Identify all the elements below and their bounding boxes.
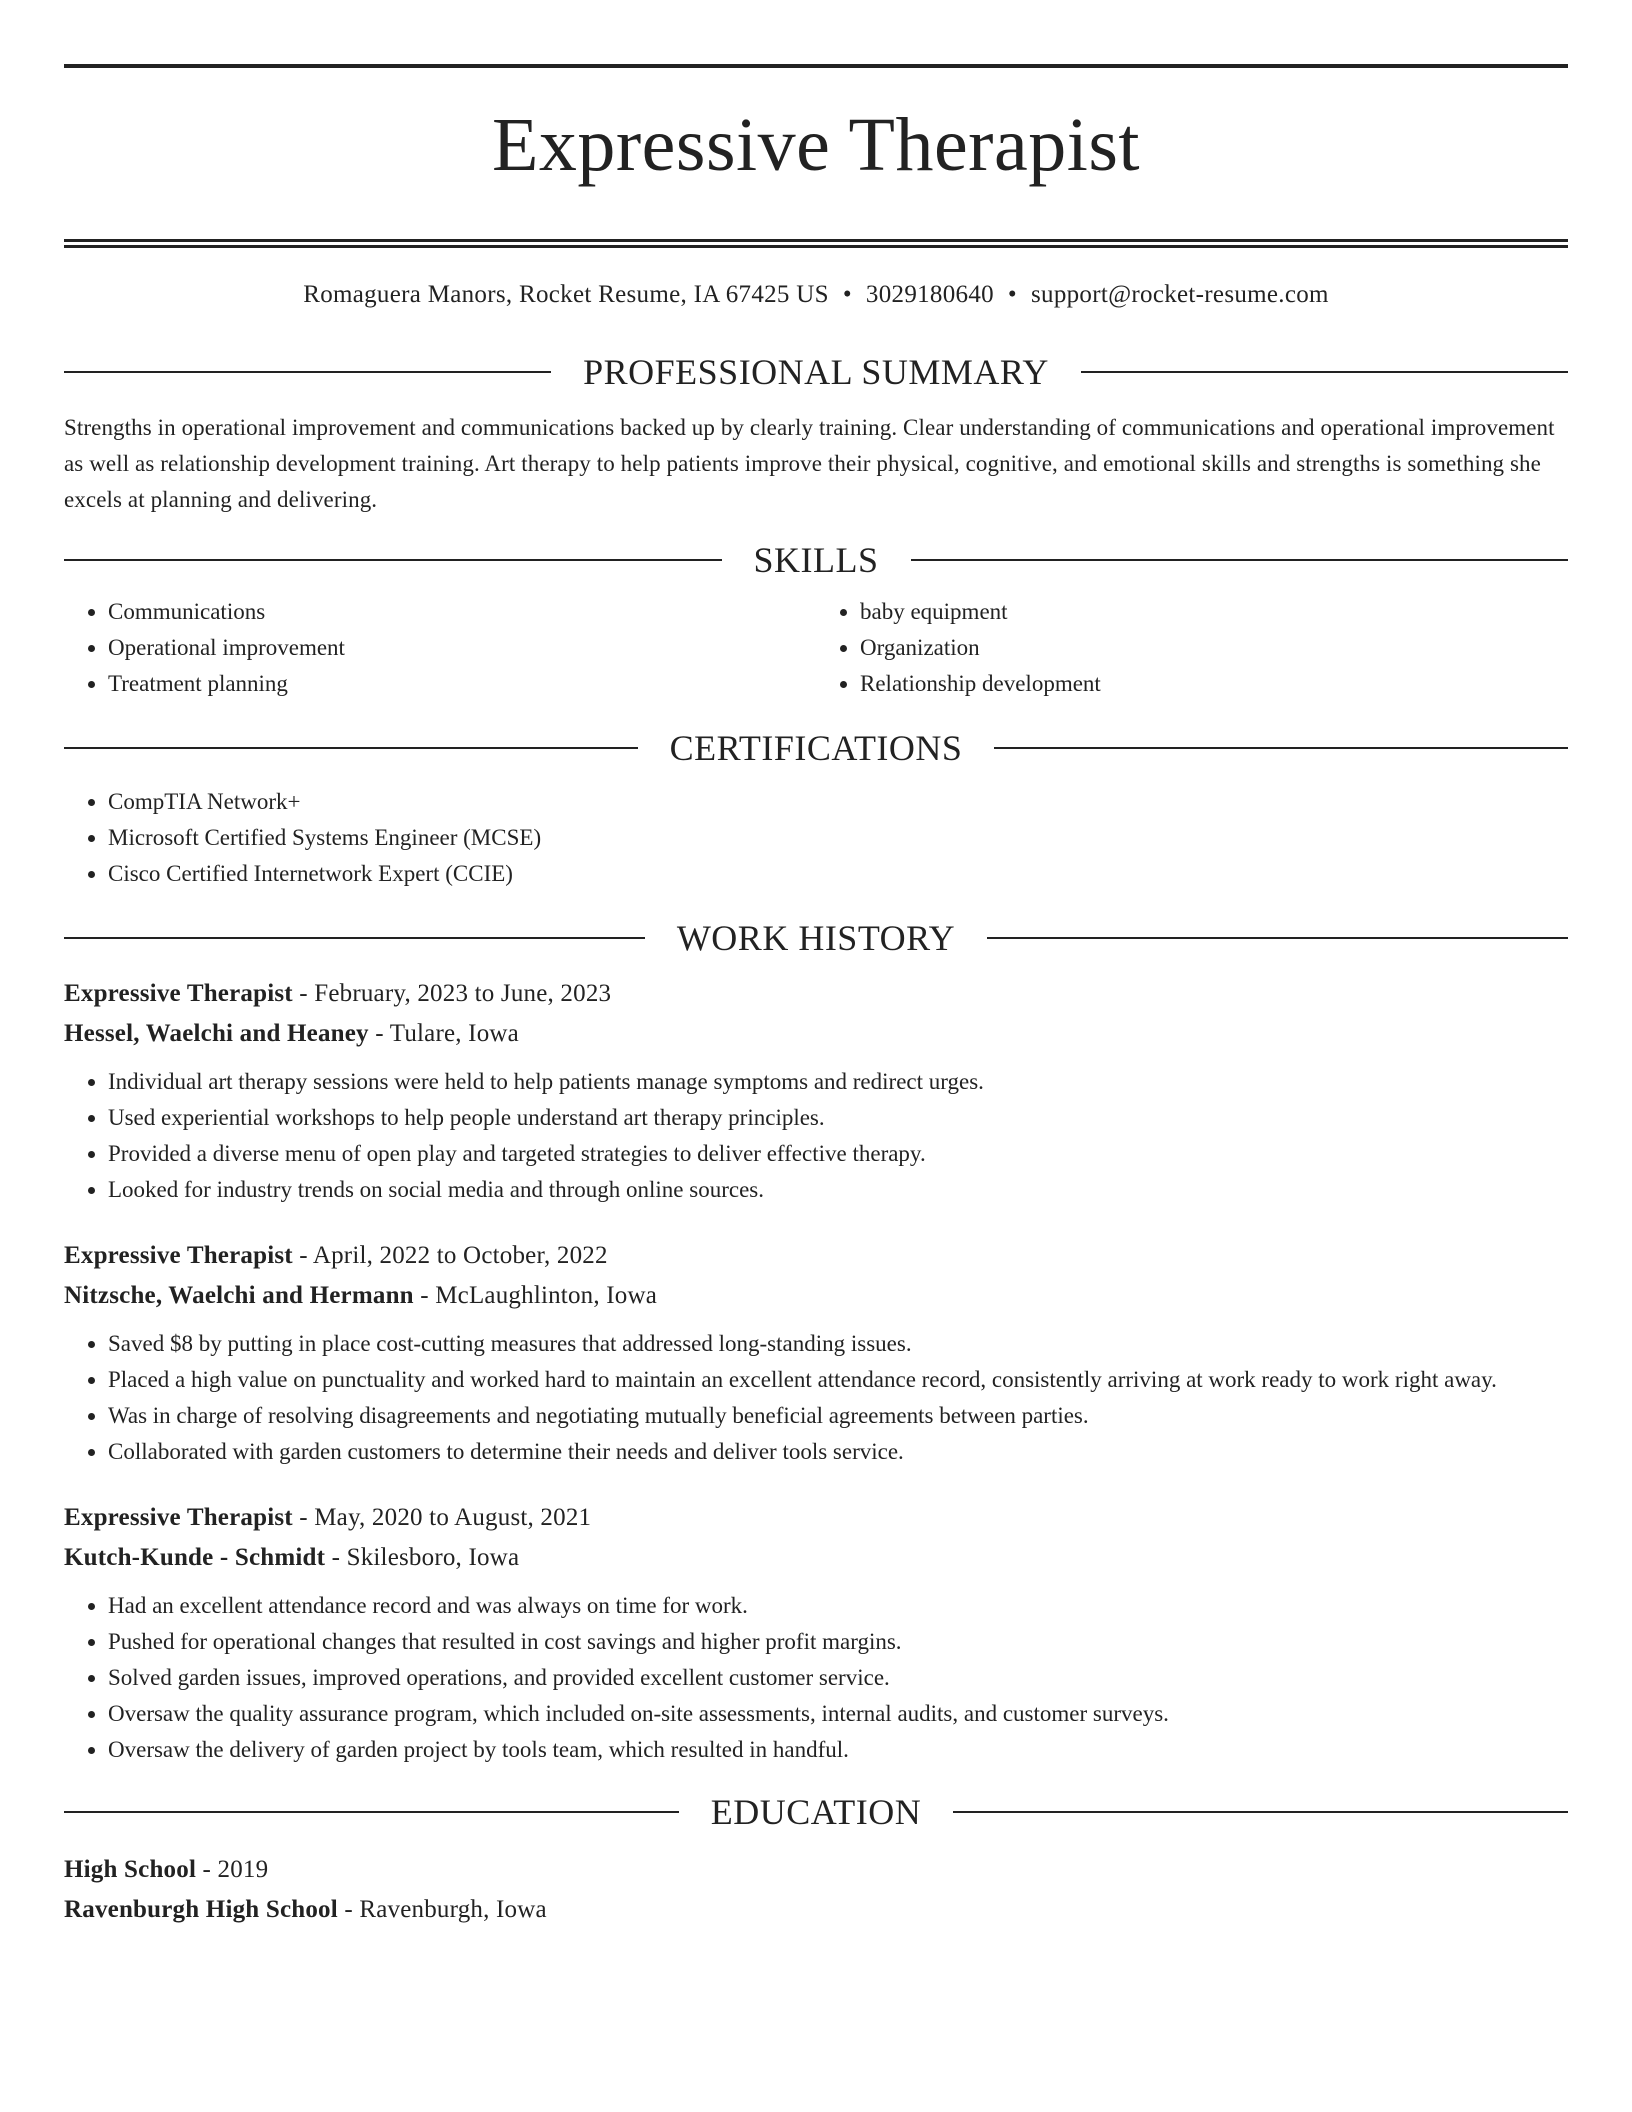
job-bullet: • Provided a diverse menu of open play and targeted strategies to deliver effective therapy.: [108, 1136, 1568, 1172]
section-rule: [994, 747, 1568, 749]
job-entry: [64, 1498, 1568, 1768]
education-entry: [64, 1850, 1568, 1930]
job-company: Hessel, Waelchi and Heaney: [64, 1020, 369, 1047]
section-rule: [911, 559, 1569, 561]
job-bullet: • Had an excellent attendance record and was always on time for work.: [108, 1588, 1568, 1624]
section-rule: [64, 1811, 679, 1813]
education-school-line: [64, 1890, 1568, 1930]
education-year: - 2019: [196, 1856, 269, 1883]
section-title-education: EDUCATION: [710, 1792, 922, 1832]
section-rule: [64, 937, 645, 939]
resume-name: Expressive Therapist: [491, 103, 1141, 187]
job-bullet: • Individual art therapy sessions were held to help patients manage symptoms and redirect urges.: [108, 1064, 1568, 1100]
section-rule: [64, 371, 551, 373]
header-double-rule: [64, 239, 1568, 248]
job-title-line: [64, 1498, 1568, 1538]
job-bullet: • Oversaw the quality assurance program, which included on-site assessments, internal audits, and customer surveys.: [108, 1696, 1568, 1732]
education-degree-line: [64, 1850, 1568, 1890]
job-title: Expressive Therapist: [64, 1504, 293, 1531]
contact-email: support@rocket-resume.com: [1030, 281, 1329, 308]
section-rule: [953, 1811, 1568, 1813]
skill-item: • Communications: [108, 594, 816, 630]
job-entry: [64, 974, 1568, 1208]
job-dates: - February, 2023 to June, 2023: [292, 980, 612, 1007]
job-location: - Skilesboro, Iowa: [325, 1544, 520, 1571]
job-bullet: • Solved garden issues, improved operations, and provided excellent customer service.: [108, 1660, 1568, 1696]
section-rule: [1081, 371, 1568, 373]
job-bullet: • Pushed for operational changes that resulted in cost savings and higher profit margins.: [108, 1624, 1568, 1660]
contact-address: Romaguera Manors, Rocket Resume, IA 67425 US: [303, 281, 829, 308]
skill-item: • Organization: [860, 630, 1568, 666]
job-dates: - May, 2020 to August, 2021: [292, 1504, 592, 1531]
section-title-summary: PROFESSIONAL SUMMARY: [583, 352, 1049, 392]
section-header-work-history: [64, 916, 1568, 960]
summary-text: Strengths in operational improvement and communications backed up by clearly training. Clear understanding of communications and operational improvement as well as relationship development training. Art therapy to help patients improve their physical, cognitive, and emotional skills and strengths is something she excels at planning and delivering.: [64, 415, 1555, 512]
job-bullets: [64, 1064, 1568, 1208]
job-company-line: [64, 1276, 1568, 1316]
education-degree: High School: [64, 1856, 197, 1883]
section-title-certifications: CERTIFICATIONS: [669, 728, 963, 768]
job-title: Expressive Therapist: [64, 1242, 293, 1269]
job-company: Kutch-Kunde - Schmidt: [64, 1544, 326, 1571]
education-school: Ravenburgh High School: [64, 1896, 338, 1923]
job-bullet: • Saved $8 by putting in place cost-cutting measures that addressed long-standing issues.: [108, 1326, 1568, 1362]
section-title-skills: SKILLS: [753, 540, 879, 580]
certification-item: • Cisco Certified Internetwork Expert (CCIE): [108, 856, 1568, 892]
job-location: - McLaughlinton, Iowa: [413, 1282, 658, 1309]
job-bullets: [64, 1588, 1568, 1768]
certification-item: • CompTIA Network+: [108, 784, 1568, 820]
job-bullet: • Placed a high value on punctuality and worked hard to maintain an excellent attendance record, consistently arriving at work ready to work right away.: [108, 1362, 1568, 1398]
contact-separator: •: [1007, 281, 1017, 308]
certifications-list: [64, 784, 1568, 892]
job-company-line: [64, 1538, 1568, 1578]
skill-item: • Treatment planning: [108, 666, 816, 702]
job-bullets: [64, 1326, 1568, 1470]
job-dates: - April, 2022 to October, 2022: [292, 1242, 608, 1269]
job-location: - Tulare, Iowa: [368, 1020, 519, 1047]
section-rule: [64, 747, 638, 749]
section-title-work-history: WORK HISTORY: [676, 918, 956, 958]
contact-line: [64, 280, 1568, 310]
job-title: Expressive Therapist: [64, 980, 293, 1007]
job-bullet: • Looked for industry trends on social media and through online sources.: [108, 1172, 1568, 1208]
section-rule: [987, 937, 1568, 939]
job-company: Nitzsche, Waelchi and Hermann: [64, 1282, 414, 1309]
education-location: - Ravenburgh, Iowa: [337, 1896, 547, 1923]
section-rule: [64, 559, 722, 561]
job-company-line: [64, 1014, 1568, 1054]
contact-phone: 3029180640: [865, 281, 994, 308]
job-bullet: • Used experiential workshops to help people understand art therapy principles.: [108, 1100, 1568, 1136]
section-header-education: [64, 1790, 1568, 1834]
section-header-skills: [64, 538, 1568, 582]
skill-item: • Operational improvement: [108, 630, 816, 666]
skills-list: [64, 594, 1568, 702]
skill-item: • baby equipment: [860, 594, 1568, 630]
job-title-line: [64, 974, 1568, 1014]
section-header-certifications: [64, 726, 1568, 770]
skill-item: • Relationship development: [860, 666, 1568, 702]
skills-column-left: [64, 594, 816, 702]
job-bullet: • Collaborated with garden customers to determine their needs and deliver tools service.: [108, 1434, 1568, 1470]
section-header-summary: [64, 350, 1568, 394]
job-bullet: • Oversaw the delivery of garden project by tools team, which resulted in handful.: [108, 1732, 1568, 1768]
job-bullet: • Was in charge of resolving disagreements and negotiating mutually beneficial agreements between parties.: [108, 1398, 1568, 1434]
certification-item: • Microsoft Certified Systems Engineer (MCSE): [108, 820, 1568, 856]
job-entry: [64, 1236, 1568, 1470]
job-title-line: [64, 1236, 1568, 1276]
header-top-rule: [64, 64, 1568, 68]
contact-separator: •: [842, 281, 852, 308]
skills-column-right: [816, 594, 1568, 702]
